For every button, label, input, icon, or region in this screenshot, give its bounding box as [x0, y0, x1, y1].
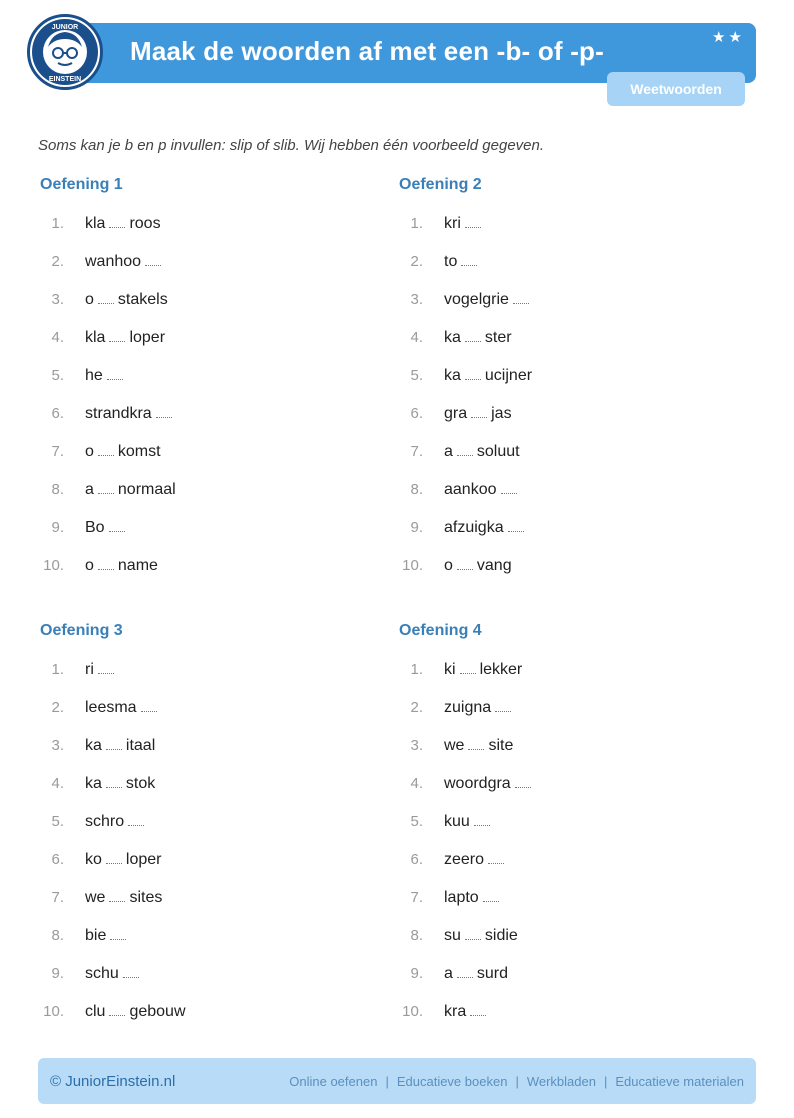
- fill-in-blank[interactable]: [106, 736, 122, 750]
- word-part-before: clu: [85, 1002, 106, 1020]
- word-fragment: [85, 812, 148, 831]
- item-number: 10.: [43, 1002, 64, 1020]
- exercise-item: [399, 802, 739, 840]
- exercise-item: [40, 688, 380, 726]
- fill-in-blank[interactable]: [98, 660, 114, 674]
- word-part-before: leesma: [85, 698, 137, 716]
- word-part-before: ka: [85, 774, 102, 792]
- word-part-before: kla: [85, 214, 106, 232]
- instruction-text: Soms kan je b en p invullen: slip of slib. Wij hebben één voorbeeld gegeven.: [38, 137, 545, 154]
- footer-link-werkbladen[interactable]: Werkbladen: [526, 1073, 596, 1089]
- fill-in-blank[interactable]: [474, 812, 490, 826]
- word-part-before: woordgra: [444, 774, 511, 792]
- fill-in-blank[interactable]: [98, 556, 114, 570]
- fill-in-blank[interactable]: [501, 480, 517, 494]
- fill-in-blank[interactable]: [457, 556, 473, 570]
- item-number: 7.: [51, 888, 64, 906]
- item-number: 1.: [410, 214, 423, 232]
- exercise-section-1: [40, 176, 380, 584]
- fill-in-blank[interactable]: [109, 888, 125, 902]
- exercise-item: [40, 280, 380, 318]
- item-number: 10.: [402, 556, 423, 574]
- word-part-after: ster: [484, 328, 512, 346]
- word-part-before: we: [85, 888, 106, 906]
- item-number: 6.: [51, 850, 64, 868]
- word-part-before: ki: [444, 660, 456, 678]
- fill-in-blank[interactable]: [98, 442, 114, 456]
- word-part-before: a: [444, 442, 453, 460]
- footer-separator: |: [515, 1073, 519, 1089]
- logo-text-bottom: EINSTEIN: [48, 76, 82, 83]
- word-part-after: lekker: [479, 660, 523, 678]
- item-number: 5.: [51, 366, 64, 384]
- fill-in-blank[interactable]: [110, 926, 126, 940]
- word-fragment: [85, 252, 165, 271]
- word-fragment: [444, 442, 520, 461]
- word-part-before: kla: [85, 328, 106, 346]
- footer-links: [289, 1074, 744, 1089]
- einstein-face-icon: [30, 17, 100, 87]
- word-part-after: roos: [129, 214, 161, 232]
- word-fragment: [444, 404, 512, 423]
- footer-link-educatieve-boeken[interactable]: Educatieve boeken: [396, 1073, 508, 1089]
- fill-in-blank[interactable]: [470, 1002, 486, 1016]
- word-fragment: [444, 328, 512, 347]
- word-part-before: schu: [85, 964, 119, 982]
- logo-text-top: JUNIOR: [51, 24, 79, 31]
- word-fragment: [85, 926, 130, 945]
- word-part-before: kri: [444, 214, 461, 232]
- exercise-item: [399, 242, 739, 280]
- item-number: 7.: [410, 442, 423, 460]
- word-fragment: [444, 812, 494, 831]
- word-fragment: [444, 252, 481, 271]
- word-part-after: normaal: [117, 480, 176, 498]
- exercise-list: [40, 204, 380, 584]
- exercise-title: Oefening 1: [40, 176, 123, 193]
- exercise-item: [40, 802, 380, 840]
- fill-in-blank[interactable]: [513, 290, 529, 304]
- exercise-item: [40, 394, 380, 432]
- item-number: 1.: [410, 660, 423, 678]
- word-part-before: o: [85, 556, 94, 574]
- word-fragment: [444, 480, 521, 499]
- footer-link-online-oefenen[interactable]: Online oefenen: [289, 1073, 378, 1089]
- word-part-after: sites: [129, 888, 163, 906]
- word-fragment: [85, 1002, 186, 1021]
- exercise-item: [399, 650, 739, 688]
- exercise-item: [399, 688, 739, 726]
- exercise-item: [40, 356, 380, 394]
- word-fragment: [85, 964, 143, 983]
- item-number: 4.: [51, 774, 64, 792]
- category-badge[interactable]: Weetwoorden: [607, 72, 745, 106]
- item-number: 9.: [51, 964, 64, 982]
- word-fragment: [85, 850, 161, 869]
- page-title: Maak de woorden af met een -b- of -p-: [130, 36, 604, 66]
- word-part-after: jas: [491, 404, 512, 422]
- fill-in-blank[interactable]: [461, 252, 477, 266]
- word-fragment: [444, 1002, 490, 1021]
- exercise-item: [40, 508, 380, 546]
- exercise-item: [399, 546, 739, 584]
- word-part-before: afzuigka: [444, 518, 504, 536]
- exercise-item: [399, 470, 739, 508]
- fill-in-blank[interactable]: [109, 214, 125, 228]
- word-fragment: [444, 774, 535, 793]
- exercise-item: [399, 508, 739, 546]
- fill-in-blank[interactable]: [109, 1002, 125, 1016]
- fill-in-blank[interactable]: [109, 518, 125, 532]
- item-number: 6.: [51, 404, 64, 422]
- item-number: 3.: [410, 290, 423, 308]
- exercise-section-4: [399, 622, 739, 1030]
- word-part-before: o: [85, 290, 94, 308]
- exercise-title: Oefening 3: [40, 622, 123, 639]
- item-number: 7.: [51, 442, 64, 460]
- footer-link-educatieve-materialen[interactable]: Educatieve materialen: [615, 1073, 744, 1089]
- word-part-before: ka: [444, 366, 461, 384]
- footer: [38, 1058, 756, 1104]
- exercise-item: [40, 432, 380, 470]
- exercise-item: [399, 878, 739, 916]
- word-fragment: [444, 888, 503, 907]
- exercise-item: [40, 954, 380, 992]
- word-part-before: wanhoo: [85, 252, 142, 270]
- word-part-before: o: [85, 442, 94, 460]
- fill-in-blank[interactable]: [123, 964, 139, 978]
- word-part-before: lapto: [444, 888, 479, 906]
- word-fragment: [85, 660, 118, 679]
- exercise-title: Oefening 2: [399, 176, 482, 193]
- exercise-title: Oefening 4: [399, 622, 482, 639]
- item-number: 8.: [51, 926, 64, 944]
- exercise-item: [399, 840, 739, 878]
- fill-in-blank[interactable]: [145, 252, 161, 266]
- word-fragment: [444, 698, 515, 717]
- item-number: 9.: [410, 518, 423, 536]
- item-number: 9.: [51, 518, 64, 536]
- copyright-link[interactable]: © JuniorEinstein.nl: [50, 1072, 176, 1090]
- exercise-item: [399, 204, 739, 242]
- word-part-before: ko: [85, 850, 102, 868]
- fill-in-blank[interactable]: [471, 404, 487, 418]
- fill-in-blank[interactable]: [465, 926, 481, 940]
- word-part-before: aankoo: [444, 480, 497, 498]
- fill-in-blank[interactable]: [106, 774, 122, 788]
- item-number: 4.: [51, 328, 64, 346]
- word-part-before: vogelgrie: [444, 290, 509, 308]
- exercise-list: [40, 650, 380, 1030]
- word-part-after: sidie: [484, 926, 518, 944]
- word-part-after: loper: [129, 328, 166, 346]
- exercise-item: [399, 992, 739, 1030]
- item-number: 10.: [402, 1002, 423, 1020]
- word-fragment: [85, 518, 129, 537]
- footer-separator: |: [385, 1073, 389, 1089]
- item-number: 8.: [410, 480, 423, 498]
- item-number: 8.: [410, 926, 423, 944]
- item-number: 2.: [410, 698, 423, 716]
- item-number: 1.: [51, 214, 64, 232]
- exercise-item: [40, 840, 380, 878]
- word-part-before: kuu: [444, 812, 470, 830]
- item-number: 2.: [51, 698, 64, 716]
- exercise-item: [40, 318, 380, 356]
- exercise-item: [40, 470, 380, 508]
- junior-einstein-logo[interactable]: [27, 14, 103, 90]
- fill-in-blank[interactable]: [508, 518, 524, 532]
- exercise-item: [40, 916, 380, 954]
- item-number: 8.: [51, 480, 64, 498]
- word-fragment: [444, 366, 532, 385]
- fill-in-blank[interactable]: [468, 736, 484, 750]
- item-number: 2.: [51, 252, 64, 270]
- exercise-item: [399, 280, 739, 318]
- word-part-before: strandkra: [85, 404, 152, 422]
- fill-in-blank[interactable]: [515, 774, 531, 788]
- word-part-before: to: [444, 252, 458, 270]
- item-number: 5.: [410, 812, 423, 830]
- fill-in-blank[interactable]: [106, 850, 122, 864]
- word-part-before: zuigna: [444, 698, 492, 716]
- fill-in-blank[interactable]: [465, 366, 481, 380]
- word-fragment: [444, 660, 522, 679]
- word-part-before: he: [85, 366, 103, 384]
- word-fragment: [444, 964, 508, 983]
- word-part-before: a: [85, 480, 94, 498]
- word-fragment: [85, 556, 158, 575]
- fill-in-blank[interactable]: [109, 328, 125, 342]
- footer-separator: |: [603, 1073, 608, 1089]
- exercise-section-2: [399, 176, 739, 584]
- exercise-list: [399, 204, 739, 584]
- word-fragment: [444, 736, 513, 755]
- fill-in-blank[interactable]: [128, 812, 144, 826]
- item-number: 10.: [43, 556, 64, 574]
- fill-in-blank[interactable]: [483, 888, 499, 902]
- word-fragment: [444, 926, 518, 945]
- fill-in-blank[interactable]: [156, 404, 172, 418]
- item-number: 5.: [51, 812, 64, 830]
- word-fragment: [85, 290, 168, 309]
- word-fragment: [444, 518, 528, 537]
- word-part-after: komst: [117, 442, 161, 460]
- word-part-before: we: [444, 736, 465, 754]
- exercise-item: [399, 394, 739, 432]
- word-part-after: soluut: [476, 442, 520, 460]
- item-number: 3.: [51, 736, 64, 754]
- exercise-item: [399, 916, 739, 954]
- word-part-after: ucijner: [484, 366, 533, 384]
- exercise-item: [40, 726, 380, 764]
- word-part-before: ka: [444, 328, 461, 346]
- item-number: 5.: [410, 366, 423, 384]
- word-part-before: su: [444, 926, 461, 944]
- fill-in-blank[interactable]: [488, 850, 504, 864]
- word-part-before: ka: [85, 736, 102, 754]
- word-fragment: [444, 214, 485, 233]
- word-part-after: gebouw: [129, 1002, 186, 1020]
- word-part-after: loper: [125, 850, 162, 868]
- exercise-item: [399, 954, 739, 992]
- fill-in-blank[interactable]: [141, 698, 157, 712]
- item-number: 3.: [51, 290, 64, 308]
- word-fragment: [444, 556, 512, 575]
- word-part-after: vang: [476, 556, 512, 574]
- exercise-list: [399, 650, 739, 1030]
- fill-in-blank[interactable]: [465, 328, 481, 342]
- exercise-section-3: [40, 622, 380, 1030]
- fill-in-blank[interactable]: [457, 442, 473, 456]
- word-part-before: gra: [444, 404, 468, 422]
- word-fragment: [85, 736, 155, 755]
- word-fragment: [444, 850, 508, 869]
- fill-in-blank[interactable]: [460, 660, 476, 674]
- word-part-before: Bo: [85, 518, 105, 536]
- fill-in-blank[interactable]: [98, 290, 114, 304]
- exercise-item: [40, 242, 380, 280]
- exercise-item: [40, 764, 380, 802]
- item-number: 7.: [410, 888, 423, 906]
- word-part-after: name: [117, 556, 158, 574]
- exercise-item: [399, 318, 739, 356]
- item-number: 3.: [410, 736, 423, 754]
- word-part-after: surd: [476, 964, 509, 982]
- word-part-after: itaal: [125, 736, 156, 754]
- word-part-after: stakels: [117, 290, 168, 308]
- word-part-before: bie: [85, 926, 107, 944]
- item-number: 2.: [410, 252, 423, 270]
- exercise-item: [40, 878, 380, 916]
- word-part-before: kra: [444, 1002, 467, 1020]
- word-part-before: zeero: [444, 850, 485, 868]
- word-fragment: [85, 214, 161, 233]
- item-number: 6.: [410, 850, 423, 868]
- difficulty-stars-icon: ★★: [712, 29, 745, 46]
- word-part-before: schro: [85, 812, 125, 830]
- word-fragment: [85, 442, 161, 461]
- exercise-item: [40, 546, 380, 584]
- word-part-after: stok: [125, 774, 156, 792]
- word-fragment: [85, 480, 176, 499]
- word-fragment: [444, 290, 533, 309]
- fill-in-blank[interactable]: [107, 366, 123, 380]
- fill-in-blank[interactable]: [98, 480, 114, 494]
- exercise-item: [40, 992, 380, 1030]
- item-number: 9.: [410, 964, 423, 982]
- fill-in-blank[interactable]: [495, 698, 511, 712]
- exercise-item: [399, 356, 739, 394]
- exercise-item: [399, 432, 739, 470]
- fill-in-blank[interactable]: [465, 214, 481, 228]
- word-fragment: [85, 774, 155, 793]
- exercise-item: [399, 726, 739, 764]
- word-part-before: a: [444, 964, 453, 982]
- word-part-before: ri: [85, 660, 94, 678]
- word-part-before: o: [444, 556, 453, 574]
- item-number: 4.: [410, 328, 423, 346]
- word-fragment: [85, 328, 165, 347]
- word-fragment: [85, 698, 161, 717]
- exercise-item: [40, 650, 380, 688]
- exercise-item: [40, 204, 380, 242]
- exercise-item: [399, 764, 739, 802]
- fill-in-blank[interactable]: [457, 964, 473, 978]
- word-part-after: site: [488, 736, 514, 754]
- word-fragment: [85, 404, 176, 423]
- item-number: 6.: [410, 404, 423, 422]
- item-number: 4.: [410, 774, 423, 792]
- word-fragment: [85, 366, 127, 385]
- word-fragment: [85, 888, 162, 907]
- item-number: 1.: [51, 660, 64, 678]
